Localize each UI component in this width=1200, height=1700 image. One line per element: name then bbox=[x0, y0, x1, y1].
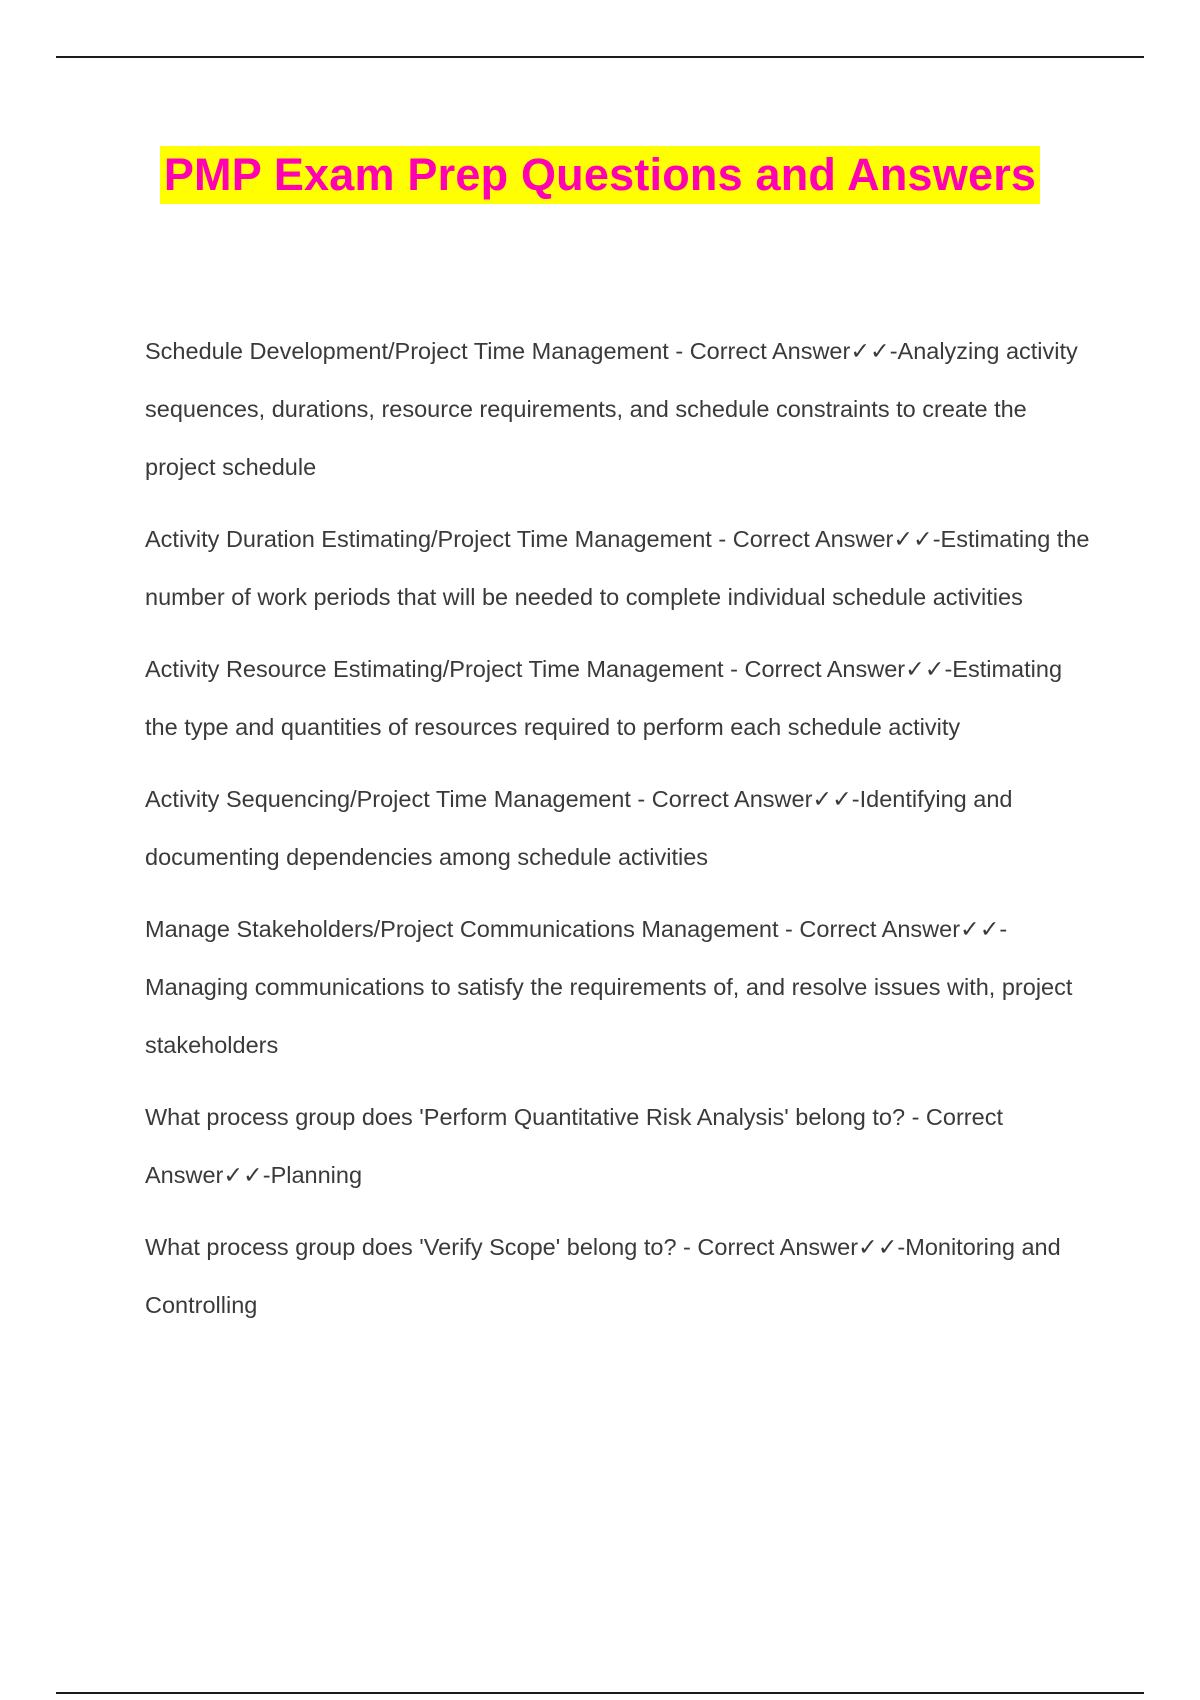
qa-entry: Manage Stakeholders/Project Communications Management - Correct Answer✓✓-Managing communications to satisfy the requirements of, and resolve issues with, project stakeholders bbox=[145, 916, 1073, 1058]
title-container bbox=[0, 146, 1200, 204]
qa-list bbox=[145, 322, 1100, 1348]
qa-entry: Activity Duration Estimating/Project Time Management - Correct Answer✓✓-Estimating the number of work periods that will be needed to complete individual schedule activities bbox=[145, 526, 1090, 610]
bottom-divider bbox=[56, 1692, 1144, 1694]
qa-entry: Activity Sequencing/Project Time Management - Correct Answer✓✓-Identifying and documenting dependencies among schedule activities bbox=[145, 786, 1013, 870]
qa-entry: What process group does 'Verify Scope' belong to? - Correct Answer✓✓-Monitoring and Controlling bbox=[145, 1234, 1061, 1318]
document-title: PMP Exam Prep Questions and Answers bbox=[160, 146, 1040, 204]
qa-entry: What process group does 'Perform Quantitative Risk Analysis' belong to? - Correct Answer✓✓-Planning bbox=[145, 1104, 1003, 1188]
qa-entry: Schedule Development/Project Time Management - Correct Answer✓✓-Analyzing activity sequences, durations, resource requirements, and schedule constraints to create the project schedule bbox=[145, 338, 1078, 480]
qa-entry: Activity Resource Estimating/Project Time Management - Correct Answer✓✓-Estimating the type and quantities of resources required to perform each schedule activity bbox=[145, 656, 1063, 740]
top-divider bbox=[56, 56, 1144, 58]
